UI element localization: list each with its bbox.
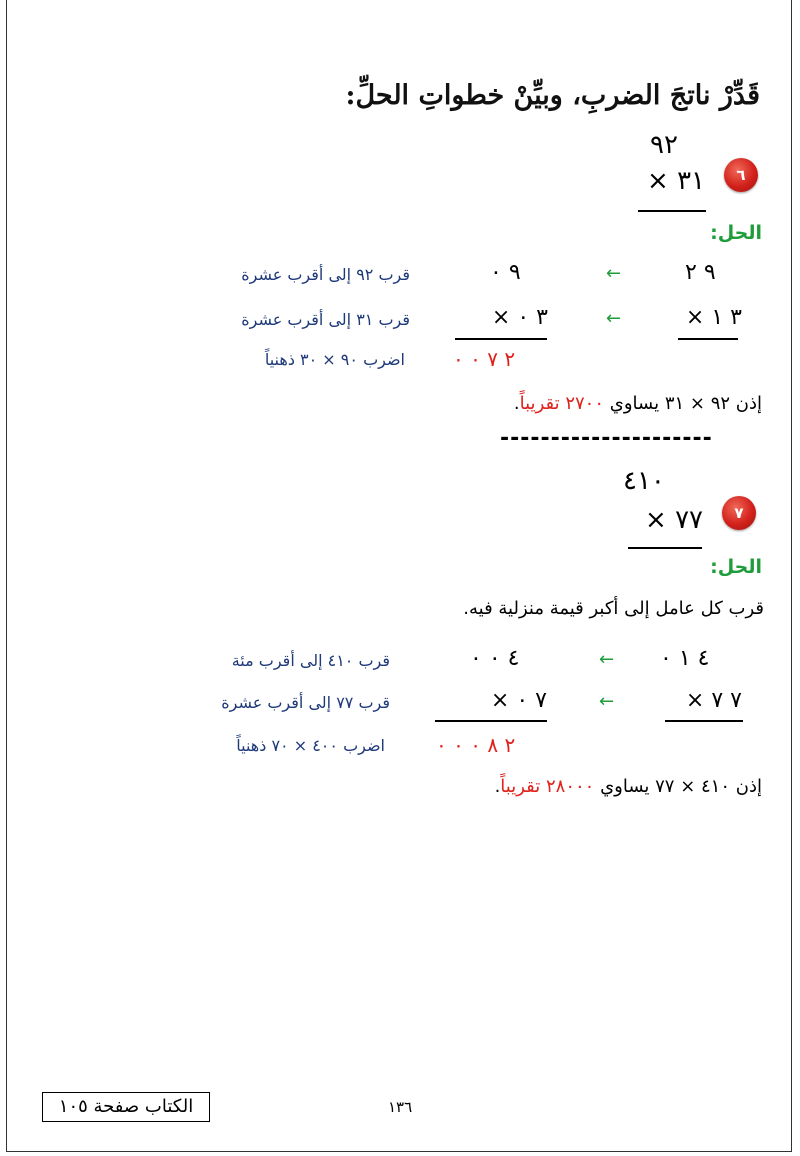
p7-row1-note: قرب ٤١٠ إلى أقرب مئة [231, 651, 390, 670]
p6-top-number: ٩٢ [650, 130, 678, 160]
p7-row2-rounded: ٧ ٠ × [490, 688, 547, 713]
p7-row3-result: ٢ ٨ ٠ ٠ ٠ [436, 733, 516, 757]
book-reference-box: الكتاب صفحة ١٠٥ [42, 1092, 210, 1122]
p6-conclusion-value: ٢٧٠٠ تقريباً [519, 393, 605, 414]
p6-solution-label: الحل: [710, 222, 762, 244]
section-separator: --------------------- [500, 426, 713, 451]
p7-number-badge: ٧ [722, 496, 756, 530]
p6-row1-note: قرب ٩٢ إلى أقرب عشرة [241, 265, 410, 284]
p7-instruction: قرب كل عامل إلى أكبر قيمة منزلية فيه. [463, 598, 764, 619]
p6-row2-original: ٣ ١ × [685, 305, 742, 330]
page-number: ١٣٦ [388, 1098, 413, 1116]
p6-number-badge: ٦ [724, 158, 758, 192]
p7-row2-original-line [665, 720, 743, 722]
p6-row3-result: ٢ ٧ ٠ ٠ [453, 347, 516, 371]
p6-conclusion [514, 393, 762, 414]
p7-conclusion-prefix: إذن ٤١٠ × ٧٧ يساوي [600, 776, 762, 797]
p7-row2-note: قرب ٧٧ إلى أقرب عشرة [221, 693, 390, 712]
p6-conclusion-prefix: إذن ٩٢ × ٣١ يساوي [609, 393, 762, 414]
p6-row2-arrow-icon: ← [606, 308, 622, 329]
p6-row1-original: ٩ ٢ [685, 260, 716, 285]
p6-bottom-number: ٣١ × [647, 166, 705, 196]
p7-problem-line [628, 547, 702, 549]
p7-bottom-number: ٧٧ × [645, 505, 703, 535]
p7-solution-label: الحل: [710, 556, 762, 578]
p7-conclusion-end: . [494, 776, 501, 797]
p6-row2-note: قرب ٣١ إلى أقرب عشرة [241, 310, 410, 329]
p6-row1-rounded: ٩ ٠ [490, 260, 521, 285]
p7-conclusion-value: ٢٨٠٠٠ تقريباً [500, 776, 595, 797]
p6-row2-rounded: ٣ ٠ × [491, 305, 548, 330]
p6-row2-rounded-line [455, 338, 547, 340]
p6-row3-note: اضرب ٩٠ × ٣٠ ذهنياً [264, 350, 405, 369]
p7-row2-rounded-line [435, 720, 547, 722]
p7-row3-note: اضرب ٤٠٠ × ٧٠ ذهنياً [236, 736, 385, 755]
p7-row1-rounded: ٤ ٠ ٠ [470, 646, 520, 671]
page-heading: قَدِّرْ ناتجَ الضربِ، وبيِّنْ خطواتِ الحلِّ: [345, 80, 760, 111]
p6-conclusion-end: . [513, 393, 520, 414]
p7-row1-arrow-icon: ← [599, 649, 615, 670]
p6-row1-arrow-icon: ← [606, 263, 622, 284]
p6-row2-original-line [678, 338, 738, 340]
p6-problem-line [638, 210, 706, 212]
p7-row2-original: ٧ ٧ × [685, 688, 742, 713]
p7-row1-original: ٤ ١ ٠ [660, 646, 710, 671]
p7-row2-arrow-icon: ← [599, 691, 615, 712]
p7-top-number: ٤١٠ [623, 466, 665, 496]
p7-conclusion [495, 776, 762, 797]
